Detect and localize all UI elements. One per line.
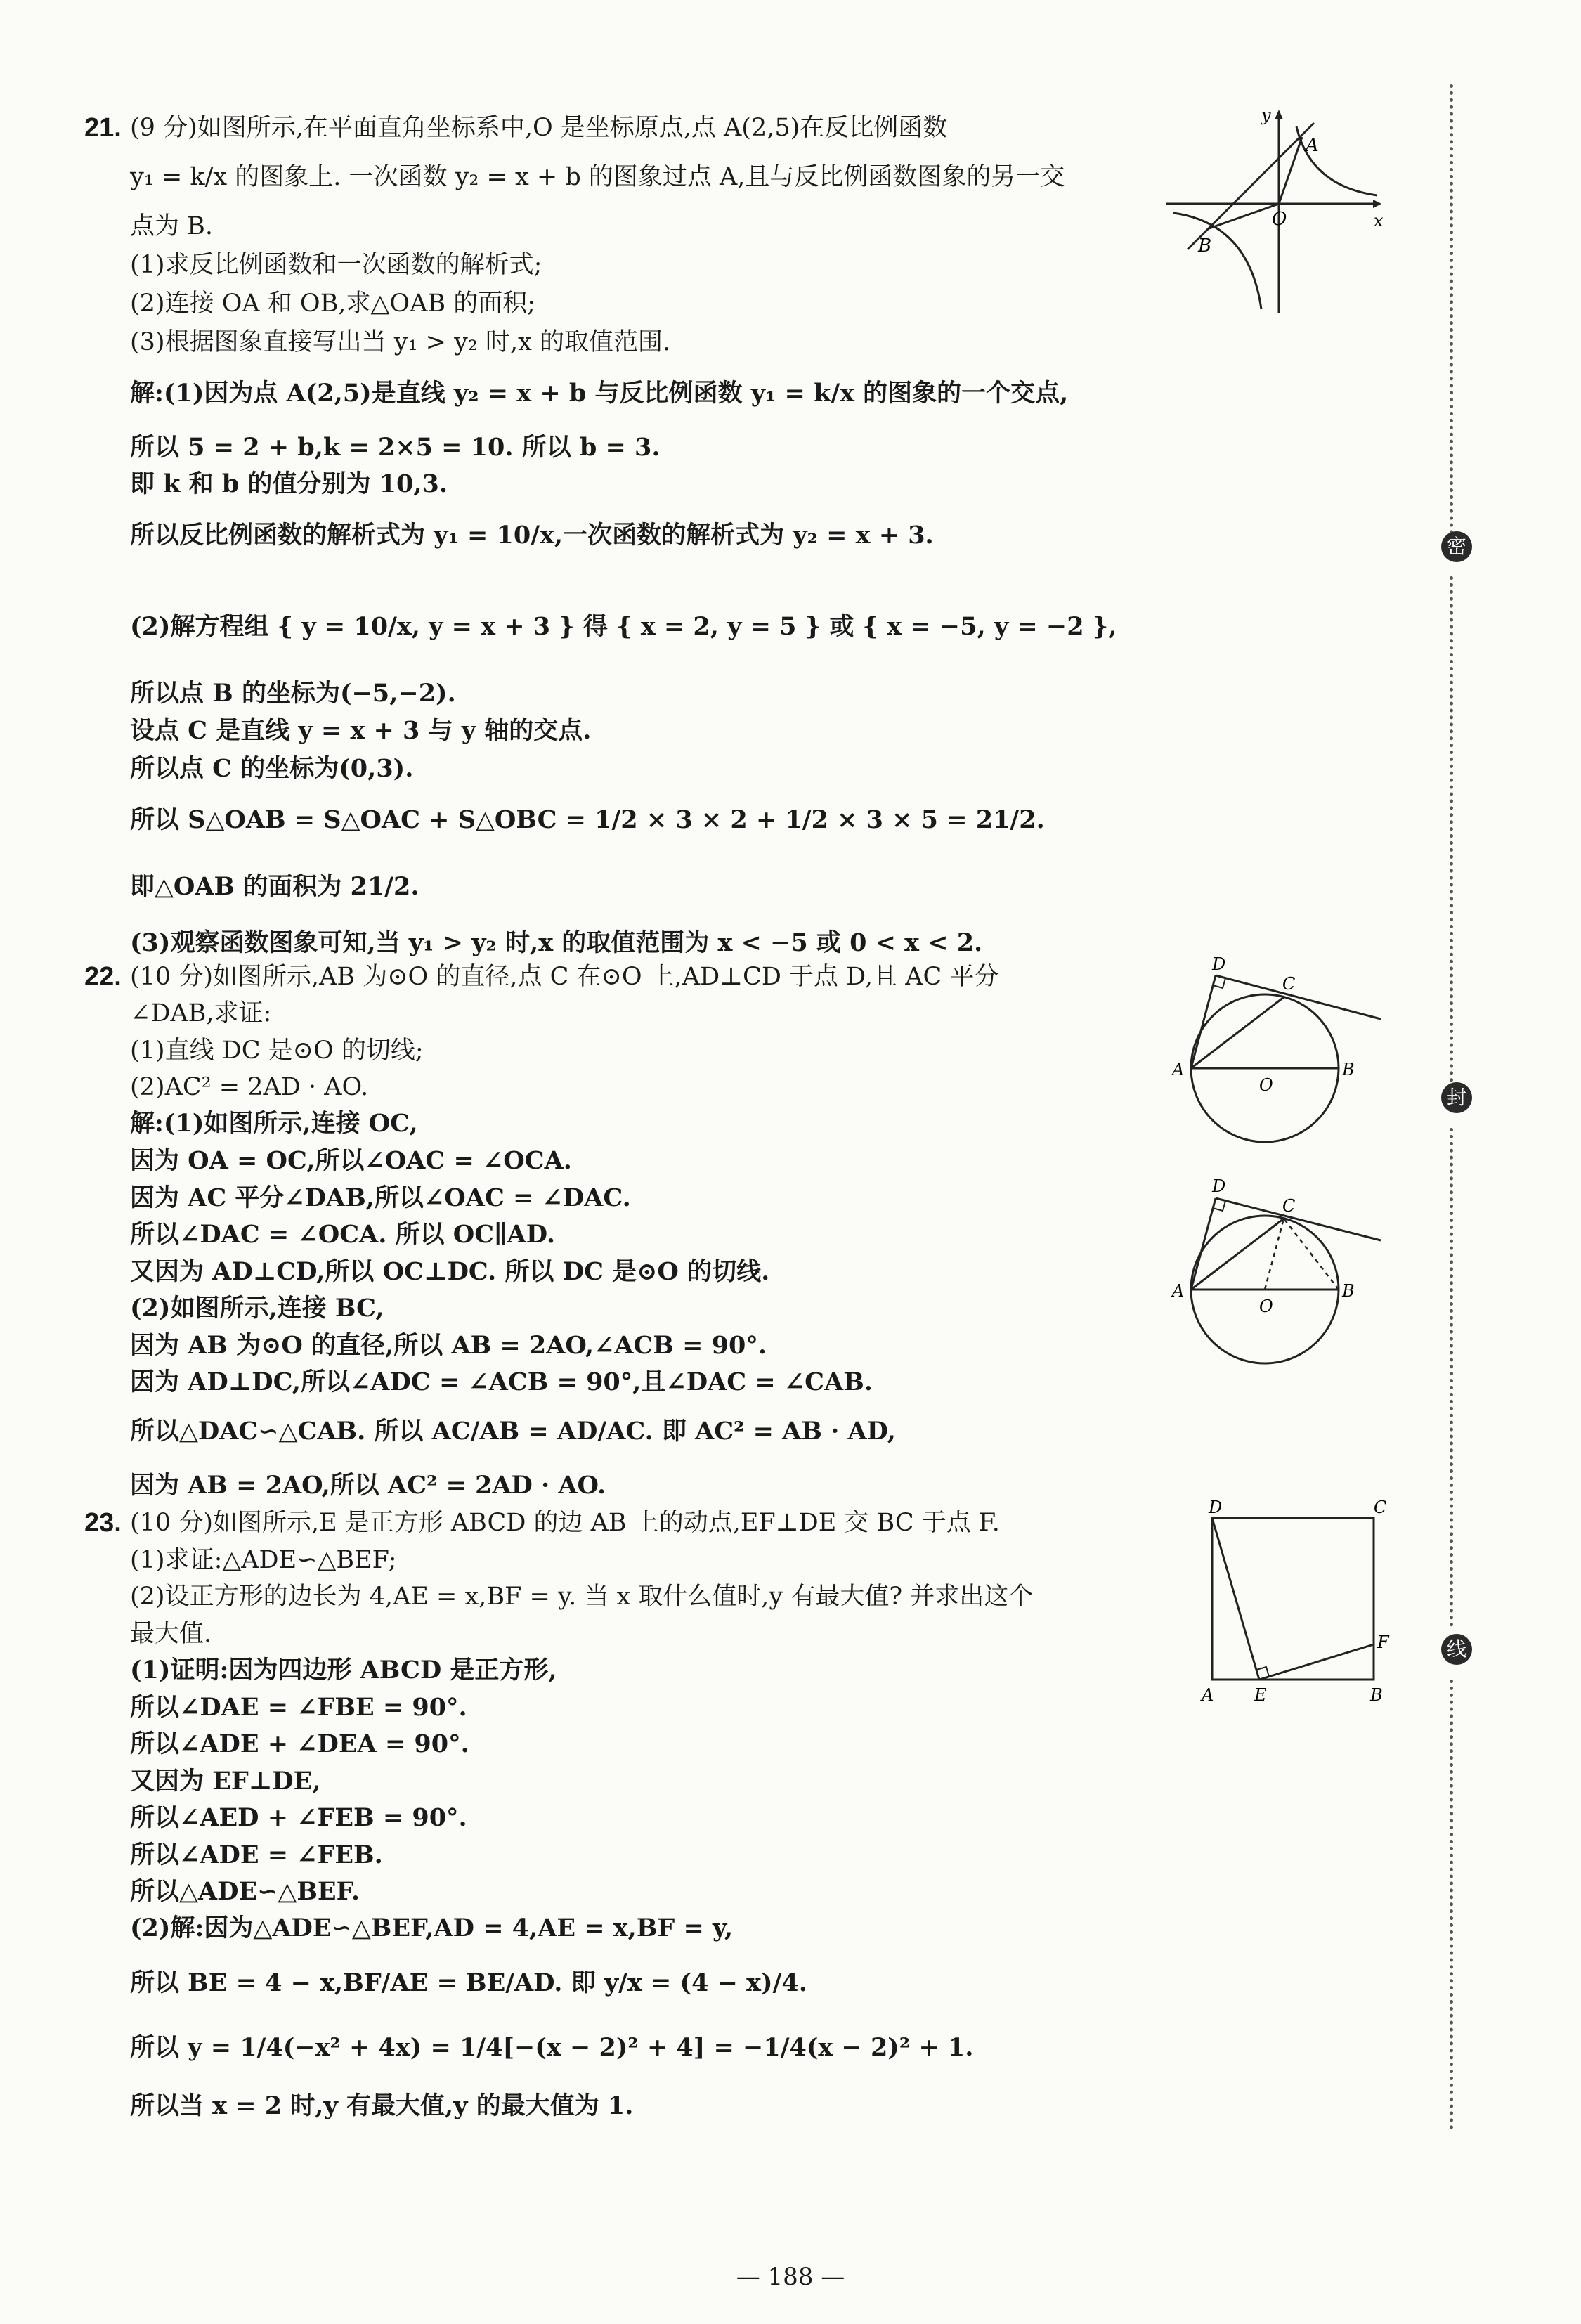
question-number: 23.	[84, 1508, 122, 1538]
label-c: C	[1374, 1498, 1387, 1517]
segment-de	[1212, 1518, 1259, 1680]
solution-line: (2)如图所示,连接 BC,	[130, 1294, 384, 1323]
label-d: D	[1212, 1176, 1226, 1196]
label-c: C	[1282, 1196, 1296, 1216]
solution-line: 因为 AC 平分∠DAB,所以∠OAC = ∠DAC.	[130, 1183, 631, 1212]
solution-line: 所以 y = 1/4(−x² + 4x) = 1/4[−(x − 2)² + 4] = −1/4(x − 2)² + 1.	[130, 2033, 974, 2062]
solution-line: 所以∠DAC = ∠OCA. 所以 OC∥AD.	[130, 1220, 556, 1249]
margin-seal-xian: 线	[1441, 1634, 1472, 1665]
solution-line: 所以∠AED + ∠FEB = 90°.	[130, 1803, 467, 1832]
solution-line: 因为 AB 为⊙O 的直径,所以 AB = 2AO,∠ACB = 90°.	[130, 1331, 767, 1360]
solution-line: 解:(1)如图所示,连接 OC,	[130, 1109, 418, 1138]
label-y: y	[1261, 105, 1271, 125]
segment-ef	[1259, 1644, 1374, 1680]
y-axis-arrow	[1275, 110, 1283, 119]
hyperbola-branch-2	[1173, 213, 1261, 309]
question-text: (1)求证:△ADE∽△BEF;	[130, 1546, 397, 1574]
margin-dotted-line	[1450, 84, 1453, 548]
label-o: O	[1259, 1075, 1273, 1095]
tangent-dc	[1216, 975, 1381, 1019]
label-b: B	[1342, 1281, 1355, 1301]
solution-line: 解:(1)因为点 A(2,5)是直线 y₂ = x + b 与反比例函数 y₁ = k/x 的图象的一个交点,	[130, 379, 1069, 408]
label-a: A	[1172, 1060, 1185, 1079]
margin-seal-mi: 密	[1441, 531, 1472, 562]
square-figure	[1195, 1500, 1391, 1704]
solution-line: 设点 C 是直线 y = x + 3 与 y 轴的交点.	[130, 716, 592, 745]
circle-figure-1	[1172, 954, 1391, 1153]
solution-line: 因为 AB = 2AO,所以 AC² = 2AD · AO.	[130, 1471, 606, 1500]
label-b: B	[1342, 1060, 1355, 1079]
solution-line: 又因为 EF⊥DE,	[130, 1767, 321, 1796]
label-b: B	[1198, 235, 1212, 257]
segment-ad	[1191, 1198, 1216, 1290]
solution-line: 所以当 x = 2 时,y 有最大值,y 的最大值为 1.	[130, 2091, 634, 2120]
solution-line: 又因为 AD⊥CD,所以 OC⊥DC. 所以 DC 是⊙O 的切线.	[130, 1257, 770, 1286]
label-f: F	[1377, 1632, 1389, 1652]
question-text: ∠DAB,求证:	[130, 999, 272, 1027]
question-text: (10 分)如图所示,AB 为⊙O 的直径,点 C 在⊙O 上,AD⊥CD 于点 D,且 AC 平分	[130, 963, 999, 991]
margin-dotted-line	[1450, 576, 1453, 1082]
coordinate-figure	[1166, 105, 1391, 316]
solution-line: 所以∠DAE = ∠FBE = 90°.	[130, 1693, 467, 1722]
question-text: (3)根据图象直接写出当 y₁ > y₂ 时,x 的取值范围.	[130, 328, 671, 356]
segment-oc	[1265, 1219, 1284, 1290]
question-text: (9 分)如图所示,在平面直角坐标系中,O 是坐标原点,点 A(2,5)在反比例函数	[130, 114, 948, 142]
solution-line: 所以点 C 的坐标为(0,3).	[130, 754, 414, 783]
solution-line: (3)观察函数图象可知,当 y₁ > y₂ 时,x 的取值范围为 x < −5 或 0 < x < 2.	[130, 928, 983, 957]
label-d: D	[1212, 954, 1226, 974]
solution-line: 所以∠ADE = ∠FEB.	[130, 1841, 383, 1869]
line-y2	[1188, 123, 1314, 249]
question-text: (10 分)如图所示,E 是正方形 ABCD 的边 AB 上的动点,EF⊥DE 交 BC 于点 F.	[130, 1509, 1000, 1537]
label-o: O	[1259, 1297, 1273, 1316]
solution-line: 所以△ADE∽△BEF.	[130, 1877, 360, 1906]
label-e: E	[1254, 1685, 1267, 1705]
label-b: B	[1370, 1685, 1383, 1705]
label-d: D	[1209, 1498, 1223, 1517]
segment-ac	[1191, 997, 1284, 1068]
question-text: (1)直线 DC 是⊙O 的切线;	[130, 1037, 424, 1065]
margin-seal-feng: 封	[1441, 1082, 1472, 1113]
solution-line: 因为 AD⊥DC,所以∠ADC = ∠ACB = 90°,且∠DAC = ∠CAB.	[130, 1368, 873, 1396]
circle-figure-2	[1172, 1176, 1391, 1377]
solution-line: 即△OAB 的面积为 21/2.	[130, 872, 419, 901]
label-x: x	[1374, 211, 1384, 231]
segment-ob	[1207, 204, 1279, 229]
question-text: (2)连接 OA 和 OB,求△OAB 的面积;	[130, 290, 535, 318]
solution-line: 所以点 B 的坐标为(−5,−2).	[130, 679, 456, 708]
label-o: O	[1272, 209, 1287, 230]
question-text: 最大值.	[130, 1620, 212, 1648]
segment-ac	[1191, 1219, 1284, 1290]
solution-line: 即 k 和 b 的值分别为 10,3.	[130, 469, 448, 498]
label-a: A	[1306, 135, 1319, 156]
segment-ad	[1191, 975, 1216, 1068]
x-axis-arrow	[1373, 200, 1381, 208]
solution-line: (2)解方程组 { y = 10/x, y = x + 3 } 得 { x = 2, y = 5 } 或 { x = −5, y = −2 },	[130, 612, 1117, 641]
solution-line: 所以 BE = 4 − x,BF/AE = BE/AD. 即 y/x = (4 − x)/4.	[130, 1968, 807, 1997]
question-text: (1)求反比例函数和一次函数的解析式;	[130, 251, 542, 279]
question-text: (2)设正方形的边长为 4,AE = x,BF = y. 当 x 取什么值时,y 有最大值? 并求出这个	[130, 1583, 1034, 1611]
question-number: 21.	[84, 113, 122, 143]
question-text: (2)AC² = 2AD · AO.	[130, 1073, 369, 1101]
margin-dotted-line	[1450, 1680, 1453, 2129]
label-c: C	[1282, 974, 1296, 994]
question-text: 点为 B.	[130, 212, 213, 240]
solution-line: (2)解:因为△ADE∽△BEF,AD = 4,AE = x,BF = y,	[130, 1914, 734, 1942]
margin-dotted-line	[1450, 1128, 1453, 1627]
solution-line: (1)证明:因为四边形 ABCD 是正方形,	[130, 1656, 557, 1684]
page-number: — 188 —	[736, 2263, 845, 2291]
solution-line: 因为 OA = OC,所以∠OAC = ∠OCA.	[130, 1146, 572, 1175]
solution-line: 所以 5 = 2 + b,k = 2×5 = 10. 所以 b = 3.	[130, 433, 661, 462]
solution-line: 所以 S△OAB = S△OAC + S△OBC = 1/2 × 3 × 2 + 1/2 × 3 × 5 = 21/2.	[130, 805, 1045, 834]
label-a: A	[1202, 1685, 1214, 1705]
question-number: 22.	[84, 962, 122, 992]
question-text: y₁ = k/x 的图象上. 一次函数 y₂ = x + b 的图象过点 A,且与反比例函数图象的另一交	[130, 163, 1065, 191]
label-a: A	[1172, 1281, 1185, 1301]
solution-line: 所以△DAC∽△CAB. 所以 AC/AB = AD/AC. 即 AC² = AB · AD,	[130, 1417, 896, 1446]
solution-line: 所以∠ADE + ∠DEA = 90°.	[130, 1729, 469, 1758]
solution-line: 所以反比例函数的解析式为 y₁ = 10/x,一次函数的解析式为 y₂ = x + 3.	[130, 521, 934, 550]
